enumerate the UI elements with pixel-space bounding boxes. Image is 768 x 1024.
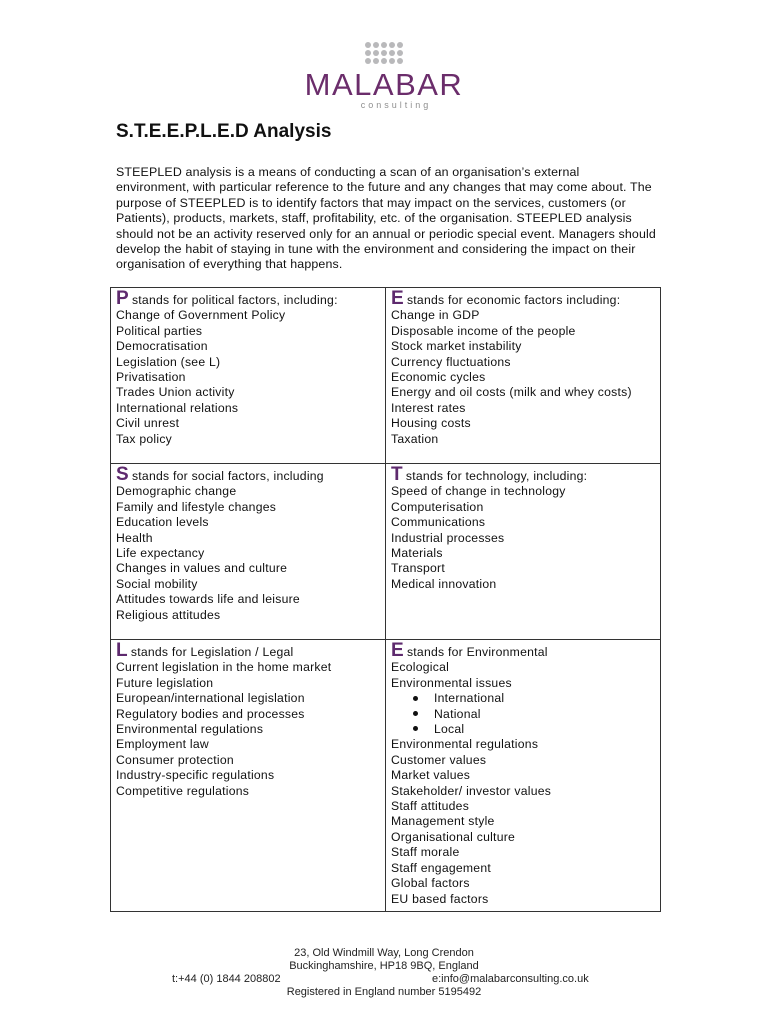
factor-text: International	[434, 691, 505, 706]
factor-text: Currency fluctuations	[391, 354, 511, 369]
factor-item	[391, 339, 655, 354]
factor-item	[391, 799, 655, 814]
factor-item	[116, 753, 380, 768]
factor-text: Legislation (see L)	[116, 354, 221, 369]
factor-item	[116, 768, 380, 783]
factor-item	[116, 500, 380, 515]
footer-address-line2: Buckinghamshire, HP18 9BQ, England	[289, 960, 479, 972]
factor-text: EU based factors	[391, 891, 489, 906]
factor-item	[391, 892, 655, 907]
factor-item	[391, 500, 655, 515]
factor-item	[116, 722, 380, 737]
factor-list	[391, 660, 655, 691]
logo-name: MALABAR	[304, 67, 464, 102]
factor-text: Taxation	[391, 431, 439, 446]
cell-heading: stands for social factors, including	[131, 469, 324, 483]
factor-item	[391, 768, 655, 783]
factor-item	[116, 484, 380, 499]
factor-item	[391, 370, 655, 385]
cell-letter: P	[116, 288, 129, 309]
factor-item	[116, 355, 380, 370]
sub-factor-item	[413, 707, 655, 722]
factor-text: Industry-specific regulations	[116, 768, 275, 783]
factor-item	[391, 416, 655, 431]
factor-list	[391, 737, 655, 906]
factor-item	[116, 707, 380, 722]
factor-item	[391, 484, 655, 499]
factor-text: Interest rates	[391, 400, 466, 415]
factor-item	[116, 515, 380, 530]
factor-item	[391, 676, 655, 691]
cell-heading: stands for Legislation / Legal	[130, 645, 294, 659]
sub-factor-list	[391, 691, 655, 737]
factor-text: Religious attitudes	[116, 607, 221, 622]
factor-text: Environmental regulations	[116, 722, 264, 737]
page-footer	[0, 947, 768, 999]
factor-text: Environmental issues	[391, 675, 512, 690]
company-logo	[0, 42, 768, 110]
factor-item	[116, 531, 380, 546]
cell-legal	[111, 640, 386, 912]
factor-text: Health	[116, 530, 153, 545]
factor-item	[391, 546, 655, 561]
factor-item	[391, 401, 655, 416]
factor-text: Consumer protection	[116, 752, 234, 767]
footer-registration: Registered in England number 5195492	[286, 986, 482, 998]
factor-text: Civil unrest	[116, 416, 180, 431]
factor-text: Global factors	[391, 876, 470, 891]
factor-text: Tax policy	[116, 431, 173, 446]
factor-text: Future legislation	[116, 675, 214, 690]
page-title: S.T.E.E.P.L.E.D Analysis	[116, 121, 332, 142]
factor-text: Medical innovation	[391, 576, 497, 591]
factor-text: Life expectancy	[116, 546, 205, 561]
cell-heading: stands for political factors, including:	[131, 293, 338, 307]
factor-text: Political parties	[116, 323, 203, 338]
bullet-icon	[413, 726, 418, 731]
factor-item	[391, 660, 655, 675]
factor-item	[391, 876, 655, 891]
footer-email: e:info@malabarconsulting.co.uk	[432, 973, 589, 985]
factor-item	[116, 608, 380, 623]
factor-text: Staff morale	[391, 845, 460, 860]
factor-text: Competitive regulations	[116, 783, 250, 798]
cell-heading: stands for technology, including:	[405, 469, 588, 483]
factor-text: Staff engagement	[391, 860, 491, 875]
cell-economic	[386, 288, 661, 464]
factor-item	[391, 324, 655, 339]
factor-item	[116, 737, 380, 752]
factor-item	[116, 324, 380, 339]
factor-item	[116, 546, 380, 561]
factor-item	[116, 660, 380, 675]
cell-letter: L	[116, 640, 128, 661]
factor-text: Economic cycles	[391, 370, 486, 385]
factor-text: Computerisation	[391, 499, 484, 514]
factor-text: Transport	[391, 561, 445, 576]
logo-subtitle: consulting	[360, 100, 432, 110]
cell-letter: T	[391, 464, 403, 485]
factor-item	[391, 845, 655, 860]
factor-item	[391, 531, 655, 546]
factor-text: Housing costs	[391, 416, 471, 431]
factor-text: Communications	[391, 515, 486, 530]
cell-letter: E	[391, 288, 404, 309]
factor-text: Education levels	[116, 515, 209, 530]
factor-text: Attitudes towards life and leisure	[116, 592, 300, 607]
factor-item	[391, 577, 655, 592]
factor-item	[116, 416, 380, 431]
factor-text: Trades Union activity	[116, 385, 235, 400]
factor-item	[391, 737, 655, 752]
factor-text: Local	[434, 722, 465, 737]
cell-letter: E	[391, 640, 404, 661]
factor-text: Materials	[391, 546, 443, 561]
factor-item	[391, 861, 655, 876]
factor-text: Change in GDP	[391, 308, 480, 323]
factor-text: Regulatory bodies and processes	[116, 706, 305, 721]
steepled-table	[110, 287, 661, 912]
factor-text: Energy and oil costs (milk and whey costs)	[391, 385, 632, 400]
factor-item	[116, 308, 380, 323]
factor-text: Privatisation	[116, 370, 186, 385]
factor-item	[391, 515, 655, 530]
cell-technology	[386, 464, 661, 640]
sub-factor-item	[413, 691, 655, 706]
factor-item	[116, 691, 380, 706]
factor-text: Ecological	[391, 660, 450, 675]
cell-environmental	[386, 640, 661, 912]
factor-item	[116, 577, 380, 592]
factor-item	[391, 830, 655, 845]
factor-text: Stock market instability	[391, 339, 522, 354]
factor-text: Family and lifestyle changes	[116, 499, 277, 514]
factor-item	[116, 385, 380, 400]
factor-list	[116, 484, 380, 623]
sub-factor-item	[413, 722, 655, 737]
cell-social	[111, 464, 386, 640]
factor-item	[116, 561, 380, 576]
footer-address-line1: 23, Old Windmill Way, Long Crendon	[294, 947, 474, 959]
cell-political	[111, 288, 386, 464]
cell-heading: stands for economic factors including:	[406, 293, 621, 307]
factor-item	[391, 355, 655, 370]
factor-text: Employment law	[116, 737, 209, 752]
factor-text: Demographic change	[116, 484, 237, 499]
factor-text: Speed of change in technology	[391, 484, 566, 499]
factor-item	[391, 753, 655, 768]
factor-item	[116, 401, 380, 416]
bullet-icon	[413, 696, 418, 701]
factor-text: Stakeholder/ investor values	[391, 783, 552, 798]
factor-item	[116, 592, 380, 607]
factor-text: Social mobility	[116, 576, 198, 591]
factor-text: Democratisation	[116, 339, 208, 354]
factor-list	[391, 308, 655, 447]
intro-paragraph: STEEPLED analysis is a means of conducting a scan of an organisation’s external environment, with particular reference to the future and any changes that may come about. The purpose of STEEPLED is to identify factors that may impact on the services, customers (or Patients), products, markets, staff, profitability, etc. of the organisation. STEEPLED analysis should not be an activity reserved only for an annual or periodic special event. Managers should develop the habit of staying in tune with the environment and considering the impact on their organisation of everything that happens.	[116, 165, 656, 272]
factor-list	[116, 308, 380, 447]
factor-item	[391, 308, 655, 323]
factor-text: Environmental regulations	[391, 737, 539, 752]
factor-text: International relations	[116, 400, 239, 415]
factor-item	[116, 370, 380, 385]
factor-text: Current legislation in the home market	[116, 660, 332, 675]
factor-item	[391, 784, 655, 799]
factor-text: Market values	[391, 768, 471, 783]
factor-item	[391, 561, 655, 576]
factor-text: Changes in values and culture	[116, 561, 288, 576]
factor-text: European/international legislation	[116, 691, 305, 706]
factor-item	[391, 385, 655, 400]
factor-item	[116, 784, 380, 799]
factor-list	[391, 484, 655, 592]
factor-text: Management style	[391, 814, 495, 829]
factor-item	[116, 339, 380, 354]
factor-item	[116, 676, 380, 691]
cell-heading: stands for Environmental	[406, 645, 548, 659]
factor-list	[116, 660, 380, 799]
factor-text: Customer values	[391, 752, 487, 767]
factor-item	[391, 814, 655, 829]
factor-text: Change of Government Policy	[116, 308, 286, 323]
factor-item	[391, 432, 655, 447]
footer-phone: t:+44 (0) 1844 208802	[172, 973, 281, 985]
factor-item	[116, 432, 380, 447]
factor-text: Staff attitudes	[391, 799, 470, 814]
cell-letter: S	[116, 464, 129, 485]
bullet-icon	[413, 711, 418, 716]
factor-text: Disposable income of the people	[391, 323, 576, 338]
logo-dots-icon	[365, 42, 403, 64]
factor-text: Organisational culture	[391, 829, 516, 844]
factor-text: Industrial processes	[391, 530, 505, 545]
factor-text: National	[434, 706, 481, 721]
